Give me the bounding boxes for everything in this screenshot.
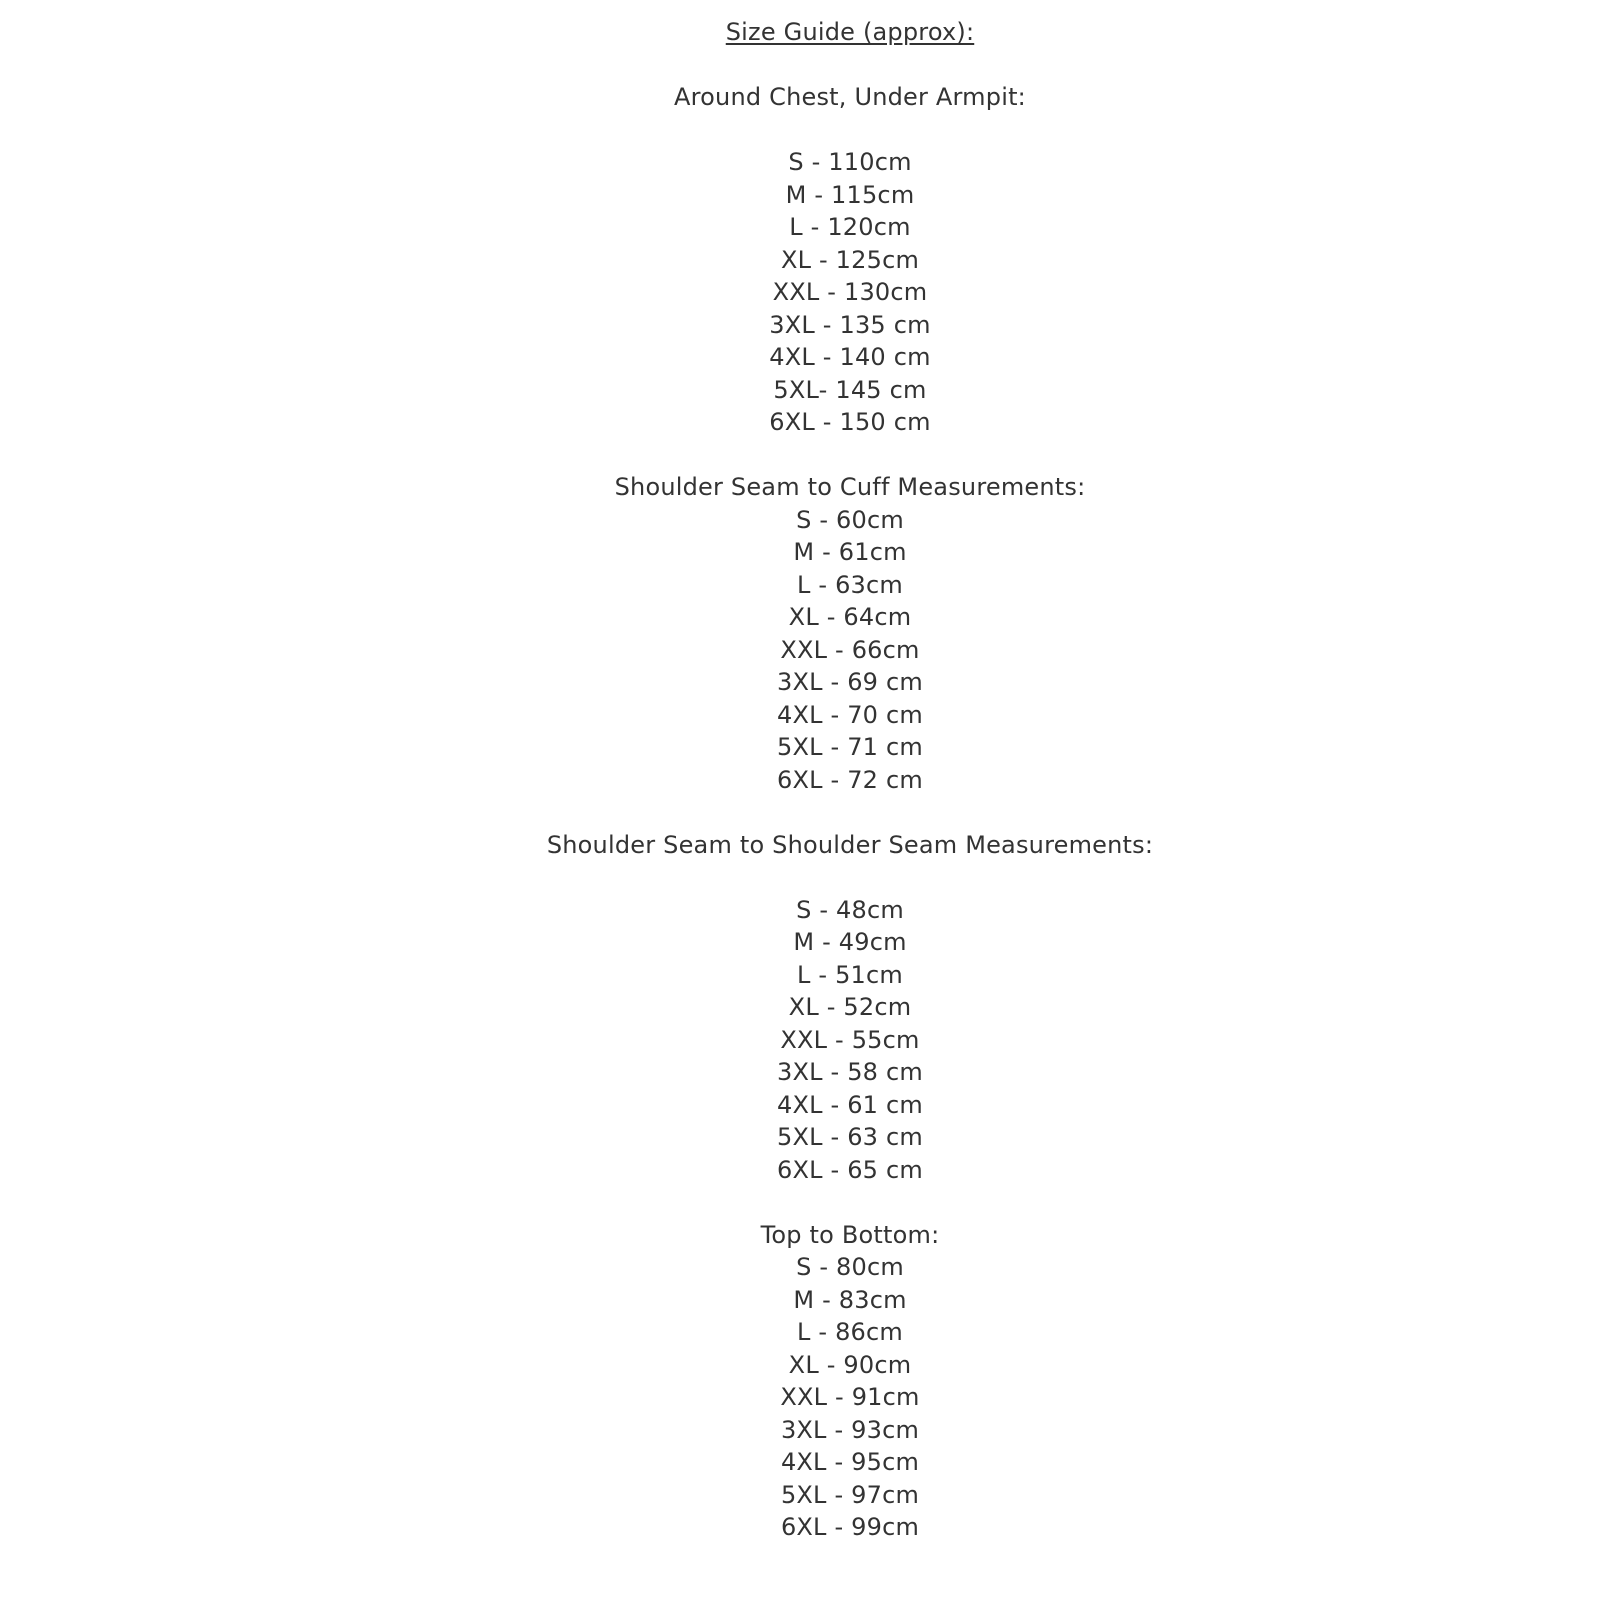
size-row: M - 61cm [793, 538, 907, 566]
size-row: L - 63cm [796, 570, 903, 599]
size-row: 6XL - 72 cm [777, 765, 923, 794]
section-around-chest [100, 81, 1600, 439]
blank-line [100, 114, 1600, 147]
page-title: Size Guide (approx): [725, 18, 975, 46]
size-row: 5XL - 63 cm [777, 1123, 923, 1151]
size-row: XXL - 66cm [780, 635, 920, 664]
section-heading: Shoulder Seam to Cuff Measurements: [614, 473, 1086, 501]
size-row: 4XL - 61 cm [777, 1090, 923, 1119]
size-row: L - 120cm [789, 213, 911, 241]
section-shoulder-to-shoulder [100, 829, 1600, 1187]
size-row: 3XL - 58 cm [777, 1058, 923, 1086]
blank-line [100, 49, 1600, 82]
size-row: L - 86cm [796, 1318, 903, 1346]
size-row: XL - 64cm [788, 603, 912, 631]
size-row: M - 83cm [793, 1285, 907, 1314]
section-top-to-bottom [100, 1219, 1600, 1544]
size-row: XL - 125cm [780, 245, 920, 274]
section-heading: Top to Bottom: [760, 1220, 940, 1249]
section-shoulder-to-cuff [100, 471, 1600, 796]
size-row: XL - 52cm [788, 993, 912, 1021]
size-row: 5XL - 71 cm [777, 733, 923, 761]
size-row: XL - 90cm [788, 1350, 912, 1379]
size-row: 4XL - 140 cm [769, 343, 931, 371]
size-row: M - 49cm [793, 928, 907, 956]
size-row: XXL - 55cm [780, 1025, 920, 1054]
blank-line [100, 796, 1600, 829]
blank-line [100, 1186, 1600, 1219]
size-row: L - 51cm [796, 960, 903, 989]
size-row: 4XL - 95cm [780, 1448, 920, 1476]
size-row: 3XL - 93cm [780, 1415, 920, 1444]
size-row: XXL - 91cm [780, 1383, 920, 1411]
blank-line [100, 861, 1600, 894]
size-row: 5XL- 145 cm [773, 375, 927, 404]
size-row: 6XL - 99cm [780, 1513, 920, 1541]
size-row: 3XL - 69 cm [777, 668, 923, 696]
size-row: M - 115cm [785, 180, 915, 209]
size-row: 6XL - 150 cm [769, 408, 931, 436]
section-heading: Shoulder Seam to Shoulder Seam Measurements: [546, 830, 1154, 859]
size-row: S - 110cm [788, 148, 912, 176]
size-row: S - 80cm [796, 1253, 904, 1281]
size-row: 6XL - 65 cm [777, 1155, 923, 1184]
size-row: 3XL - 135 cm [769, 310, 931, 339]
size-row: S - 48cm [796, 895, 904, 924]
blank-line [100, 439, 1600, 472]
size-row: 5XL - 97cm [780, 1480, 920, 1509]
size-row: S - 60cm [796, 505, 904, 534]
size-row: 4XL - 70 cm [777, 700, 923, 729]
section-heading: Around Chest, Under Armpit: [674, 83, 1026, 111]
size-row: XXL - 130cm [772, 278, 928, 306]
